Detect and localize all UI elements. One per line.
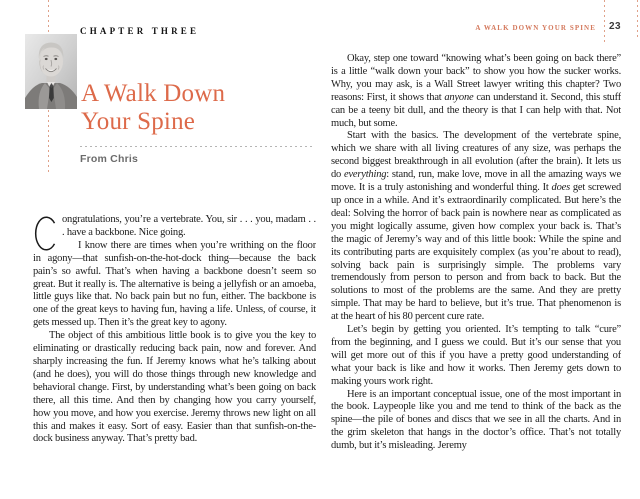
paragraph: The object of this ambitious little book is to give you the key to eliminating or drastically reducing back pain, now and forever. And sharply increasing the fun. If Jeremy knows what he’s talking about (and he does), you will do those things through new knowledge and behavioral change. First, by understanding what’s been going on back there, all this time. And then by changing how you carry yourself, how you move, and how you exercise. Jeremy throws new light on all this and makes it easy. Sort of easy. Easier than that sunfish-on-the-dock business anyway. That’s pretty bad. — [33, 330, 316, 445]
left-page-body-text — [33, 214, 316, 446]
drop-cap-outline-c — [33, 215, 58, 252]
paragraph: I know there are times when you’re writhing on the floor in agony—that sunfish-on-the-hot-dock thing—because the back pain’s so awful. That’s when having a backbone doesn’t seem so great. But it really is. The alternative is being a jellyfish or an amoeba, little guys like that. No back pain but no fun, either. The backbone is one of the great keys to having fun, having a life. Unless, of course, it gets messed up. Then it’s the great key to agony. — [33, 239, 316, 329]
paragraph: Okay, step one toward “knowing what’s been going on back there” is a little “walk down your back” to show you how the sucker works. Why, you may ask, is a Wall Street lawyer writing this chapter? Two reasons: First, it shows that anyone can understand it. Second, this stuff can be a teeny bit dull, and the theory is that I can help with that. Not much, but some. — [331, 53, 621, 129]
paragraph: Let’s begin by getting you oriented. It’s tempting to talk “cure” from the beginning, and I guess we could. But it’s our sense that you will get more out of this if you have a pretty good understanding of what your back is like and how it works. Then Jeremy gets down to making yours work right. — [331, 324, 621, 387]
running-head: A WALK DOWN YOUR SPINE — [475, 24, 596, 32]
chapter-title-line-2: Your Spine — [81, 108, 196, 135]
portrait-photo — [25, 34, 77, 109]
folio-divider-dotted-line — [604, 0, 605, 42]
paragraph: Start with the basics. The development of the vertebrate spine, which we share with all living creatures of any size, was perhaps the second biggest breakthrough in all evolution (after the brain). It lets us do everything: stand, run, make love, move in all the amazing ways we move. It is a truly astonishing and wonderful thing. It does get screwed up once in a while. And it’s extraordinarily complicated. But here’s the deal: Solving the horror of back pain is nowhere near as complicated as you might logically assume, given how complex your back is. That’s the magic of Jeremy’s way and of this little book: While the spine and its contributing parts are exquisitely complex (as you’re about to read), solving back pain is surprisingly simple. The problems vary tremendously from person to person and from back to back. But the solutions to most of the problems are the same. And they are pretty simple. That may be hard to believe, but it’s true. That phenomenon is at the heart of his 80 percent cure rate. — [331, 130, 621, 323]
left-page-paragraphs — [33, 240, 316, 447]
opening-paragraph — [33, 214, 316, 240]
drop-cap — [33, 215, 58, 252]
right-page-paragraphs — [331, 53, 621, 453]
portrait-photo-graphic — [25, 34, 77, 109]
chapter-title-line-1: A Walk Down — [81, 80, 226, 107]
page-number: 23 — [609, 21, 622, 32]
byline: From Chris — [80, 153, 139, 165]
right-page-body-text — [331, 53, 621, 453]
title-divider-dotted-rule — [80, 146, 314, 147]
right-edge-dotted-line — [637, 0, 638, 40]
chapter-label: CHAPTER THREE — [80, 26, 200, 36]
paragraph: Here is an important conceptual issue, one of the most important in the book. Laypeople like you and me tend to think of the back as the spine—the pile of bones and discs that we see in all the charts. And in the grim skeleton that hangs in the doctor’s office. That’s not totally dumb, but it’s misleading. Jeremy — [331, 388, 621, 452]
chapter-title — [81, 80, 225, 136]
opening-paragraph-text: ongratulations, you’re a vertebrate. You, sir . . . you, madam . . . have a backbone. Nice going. — [62, 214, 316, 238]
